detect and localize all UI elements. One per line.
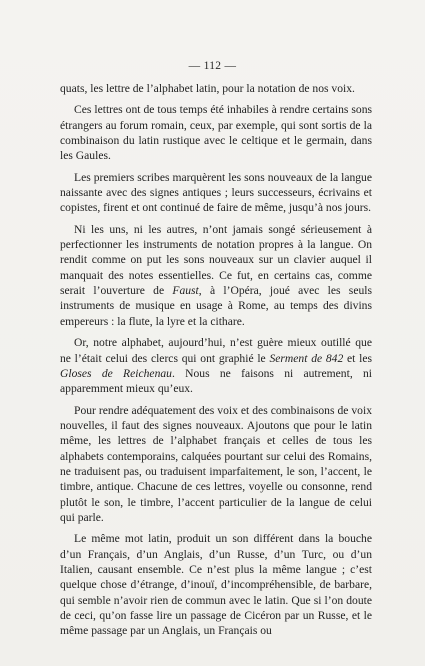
text-run: Le même mot latin, produit un son différent dans la bouche d’un Français, d’un Anglais, d’un Russe, d’un Turc, ou d’un Italien, causant ensemble. Ce n’est plus la même langue ; c’est quelque chose d’étrange, d’inouï, d’incompréhensible, de barbare, qui semble n’avoir rien de commun avec le latin. Que si l’on doute de ceci, qu’on fasse lire un passage de Cicéron par un Russe, et le même passage par un Anglais, un Français ou xyxy=(60,532,372,638)
paragraph xyxy=(60,170,372,216)
text-run: Les premiers scribes marquèrent les sons nouveaux de la langue naissante avec des signes antiques ; leurs successeurs, écrivains et copistes, firent et ont continué de faire de même, jusqu’à nos jours. xyxy=(60,170,372,215)
italic-text: Serment de 842 xyxy=(269,351,344,365)
paragraph xyxy=(60,403,372,526)
paragraph xyxy=(60,102,372,163)
text-run: Ces lettres ont de tous temps été inhabiles à rendre certains sons étrangers au forum romain, ceux, par exemple, qui sont sortis de la combinaison du latin rustique avec le celtique et le germain, dans les Gaules. xyxy=(60,103,372,163)
text-run: . Nous ne faisons ni autrement, ni apparemment mieux qu’eux. xyxy=(60,366,373,396)
text-run: Ni les uns, ni les autres, n’ont jamais songé sérieusement à perfectionner les instruments de notation propres à la langue. On rendit comme on put les sons nouveaux sur un clavier auquel il manquait des notes essentielles. Ce fut, en certains cas, comme serait l’ouverture de xyxy=(60,222,372,298)
text-run: , à l’Opéra, joué avec les seuls instruments de musique en usage à Rome, au temps des divins empereurs : la flute, la lyre et la cithare. xyxy=(60,284,372,328)
paragraph xyxy=(60,335,372,396)
page-number: — 112 — xyxy=(188,60,237,72)
text-run: Or, notre alphabet, aujourd’hui, n’est guère mieux outillé que ne l’était celui des clercs qui ont graphié le xyxy=(60,336,372,365)
paragraph xyxy=(60,222,372,329)
paragraph xyxy=(60,531,372,638)
paragraph xyxy=(60,81,372,96)
text-run: et les xyxy=(343,351,372,365)
italic-text: Gloses de Reichenau xyxy=(60,366,172,380)
text-run: Pour rendre adéquatement des voix et des combinaisons de voix nouvelles, il faut des signes nouveaux. Ajoutons que pour le latin même, les lettres de l’alphabet français et celles de tous les alphabets contemporains, calquées pourtant sur celui des Romains, ne traduisent pas, ou traduisent imparfaitement, le son, l’accent, le timbre, antique. Chacune de ces lettres, voyelle ou consonne, rend plutôt le son, le timbre, l’accent particulier de la langue de celui qui parle. xyxy=(60,403,372,524)
italic-text: Faust xyxy=(172,284,199,298)
text-run: quats, les lettre de l’alphabet latin, pour la notation de nos voix. xyxy=(60,82,355,95)
body-text xyxy=(60,81,372,639)
